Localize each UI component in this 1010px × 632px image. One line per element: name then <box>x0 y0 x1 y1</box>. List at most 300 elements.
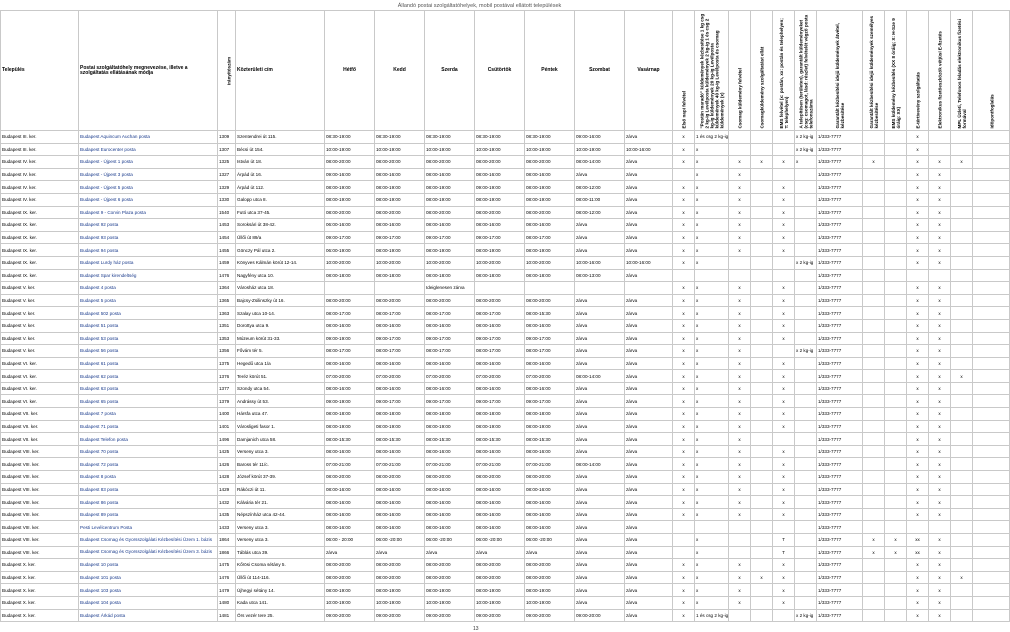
cell-service-6 <box>795 168 817 181</box>
cell-monday: 08:00-20:00 <box>325 471 375 484</box>
cell-sunday: zárva <box>625 168 673 181</box>
cell-service-10: x <box>907 256 929 269</box>
cell-city: Budapest IX. ker. <box>1 269 79 282</box>
cell-wednesday: 08:00-16:00 <box>425 382 475 395</box>
cell-monday: 09:00-16:00 <box>325 168 375 181</box>
cell-service-6 <box>795 420 817 433</box>
cell-service-12 <box>951 319 973 332</box>
cell-thursday: 10:00-19:00 <box>475 143 525 156</box>
cell-service-10: x <box>907 357 929 370</box>
cell-service-4 <box>751 584 773 597</box>
cell-monday: 08:00-15:30 <box>325 433 375 446</box>
cell-service-13 <box>973 546 1010 559</box>
cell-thursday: 08:00-18:00 <box>475 269 525 282</box>
cell-monday: 06:00-16:00 <box>325 219 375 232</box>
cell-monday: 09:00-17:00 <box>325 231 375 244</box>
cell-monday: 10:00-19:00 <box>325 596 375 609</box>
cell-sunday: zárva <box>625 571 673 584</box>
cell-wednesday: 08:00-16:00 <box>425 219 475 232</box>
cell-city: Budapest VIII. ker. <box>1 471 79 484</box>
cell-service-8 <box>863 521 885 534</box>
cell-name: Budapest 103 posta <box>79 584 218 597</box>
cell-service-12 <box>951 282 973 295</box>
cell-saturday: zárva <box>575 483 625 496</box>
cell-service-4 <box>751 345 773 358</box>
cell-service-11: x <box>929 256 951 269</box>
cell-saturday: zárva <box>575 534 625 547</box>
cell-name: Budapest 9 - Corvin Plaza posta <box>79 206 218 219</box>
cell-thursday: 08:00-20:00 <box>475 471 525 484</box>
cell-service-6 <box>795 294 817 307</box>
cell-saturday: zárva <box>575 382 625 395</box>
cell-service-11: x <box>929 382 951 395</box>
cell-service-10: x <box>907 458 929 471</box>
cell-service-11 <box>929 143 951 156</box>
cell-phone: 1/333-7777 <box>817 584 863 597</box>
table-row <box>1 269 1010 282</box>
cell-service-3 <box>729 521 751 534</box>
cell-saturday: zárva <box>575 231 625 244</box>
cell-saturday: 08:00-13:00 <box>575 269 625 282</box>
cell-service-1: x <box>673 244 695 257</box>
cell-wednesday: 08:00-20:00 <box>425 571 475 584</box>
cell-zip: 1475 <box>218 559 236 572</box>
cell-address: István út 18. <box>236 156 325 169</box>
cell-address: Üllői út 114-116. <box>236 571 325 584</box>
cell-phone: 1/333-7777 <box>817 345 863 358</box>
cell-service-8 <box>863 181 885 194</box>
cell-friday: 10:00-19:00 <box>525 143 575 156</box>
cell-service-8 <box>863 282 885 295</box>
cell-thursday: 08:00-16:00 <box>475 219 525 232</box>
cell-friday: 08:00-18:00 <box>525 269 575 282</box>
cell-service-12 <box>951 471 973 484</box>
header-service-6-label: A telepítésen (területen), garantált küldeményeket (csg: csomagot, lásd: részlet) felvételét végző posta telefonszáma <box>798 14 814 128</box>
cell-wednesday: 08:00-17:00 <box>425 307 475 320</box>
cell-service-3: x <box>729 559 751 572</box>
cell-thursday: 08:00-19:00 <box>475 244 525 257</box>
cell-phone: 1/333-7777 <box>817 193 863 206</box>
cell-city: Budapest IX. ker. <box>1 256 79 269</box>
cell-service-1: x <box>673 206 695 219</box>
cell-monday: 08:00-20:00 <box>325 206 375 219</box>
cell-service-10: x <box>907 231 929 244</box>
cell-service-13 <box>973 294 1010 307</box>
cell-saturday: zárva <box>575 357 625 370</box>
cell-friday: 08:00-20:00 <box>525 294 575 307</box>
cell-service-13 <box>973 584 1010 597</box>
cell-service-6 <box>795 357 817 370</box>
cell-service-6 <box>795 508 817 521</box>
post-office-table <box>0 10 1010 622</box>
cell-service-1 <box>673 168 695 181</box>
cell-tuesday: 10:00-19:00 <box>375 596 425 609</box>
cell-service-5: x <box>773 395 795 408</box>
cell-service-1: x <box>673 571 695 584</box>
cell-thursday: 08:00-16:00 <box>475 483 525 496</box>
cell-service-9 <box>885 193 907 206</box>
cell-address: Népszínház utca 42-44. <box>236 508 325 521</box>
cell-service-2: x <box>695 345 729 358</box>
cell-thursday: 08:00-19:00 <box>475 584 525 597</box>
cell-saturday: zárva <box>575 584 625 597</box>
cell-address: Kálvária tér 21. <box>236 496 325 509</box>
cell-service-2: x <box>695 168 729 181</box>
cell-wednesday: 08:00-16:00 <box>425 445 475 458</box>
cell-tuesday: zárva <box>375 546 425 559</box>
cell-wednesday: 08:00-16:00 <box>425 521 475 534</box>
cell-service-11: x <box>929 445 951 458</box>
cell-service-8 <box>863 269 885 282</box>
cell-tuesday: 08:00-19:00 <box>375 181 425 194</box>
cell-phone: 1/333-7777 <box>817 206 863 219</box>
cell-thursday: 10:00-20:00 <box>475 256 525 269</box>
cell-service-4 <box>751 546 773 559</box>
cell-service-4 <box>751 483 773 496</box>
cell-service-10: x <box>907 382 929 395</box>
cell-sunday: zárva <box>625 521 673 534</box>
cell-service-13 <box>973 143 1010 156</box>
cell-service-9 <box>885 156 907 169</box>
cell-service-4 <box>751 596 773 609</box>
table-row <box>1 307 1010 320</box>
cell-service-9 <box>885 307 907 320</box>
cell-service-2: x <box>695 370 729 383</box>
cell-monday: 07:00-21:00 <box>325 458 375 471</box>
cell-service-9 <box>885 269 907 282</box>
cell-friday: 08:00-20:00 <box>525 206 575 219</box>
cell-phone: 1/333-7777 <box>817 559 863 572</box>
cell-service-8 <box>863 483 885 496</box>
cell-friday: 08:00-16:00 <box>525 382 575 395</box>
cell-saturday: 10:00-16:00 <box>575 256 625 269</box>
cell-service-2: x <box>695 584 729 597</box>
cell-service-2: x <box>695 332 729 345</box>
cell-service-10: xx <box>907 546 929 559</box>
cell-service-5 <box>773 256 795 269</box>
table-row <box>1 131 1010 144</box>
cell-address: Verseny utca 3. <box>236 445 325 458</box>
cell-name: Budapest 71 posta <box>79 420 218 433</box>
cell-address: Táblás utca 39. <box>236 546 325 559</box>
table-row <box>1 231 1010 244</box>
cell-service-8 <box>863 319 885 332</box>
cell-service-11: x <box>929 282 951 295</box>
cell-service-8 <box>863 408 885 421</box>
cell-wednesday: 08:00-18:00 <box>425 269 475 282</box>
cell-sunday: zárva <box>625 496 673 509</box>
cell-tuesday: 06:00 -20:00 <box>375 534 425 547</box>
cell-service-10: x <box>907 206 929 219</box>
cell-service-3 <box>729 609 751 622</box>
cell-name: Budapest 92 posta <box>79 219 218 232</box>
cell-thursday: 08:00-20:00 <box>475 156 525 169</box>
cell-service-2: x <box>695 256 729 269</box>
cell-service-3 <box>729 534 751 547</box>
cell-service-9 <box>885 181 907 194</box>
cell-name: Budapest - Újpest 1 posta <box>79 156 218 169</box>
page-number: 13 <box>473 626 479 632</box>
cell-phone: 1/333-7777 <box>817 433 863 446</box>
cell-city: Budapest VIII. ker. <box>1 445 79 458</box>
cell-city: Budapest VI. ker. <box>1 370 79 383</box>
cell-wednesday: 09:00-17:00 <box>425 332 475 345</box>
cell-saturday: 10:00-19:00 <box>575 143 625 156</box>
cell-sunday: zárva <box>625 357 673 370</box>
cell-phone: 1/333-7777 <box>817 508 863 521</box>
cell-thursday: 08:00-20:00 <box>475 571 525 584</box>
cell-address: Szalay utca 10-14. <box>236 307 325 320</box>
cell-city: Budapest X. ker. <box>1 609 79 622</box>
cell-saturday: zárva <box>575 332 625 345</box>
cell-service-11 <box>929 521 951 534</box>
cell-service-5: x <box>773 294 795 307</box>
cell-phone: 1/333-7777 <box>817 408 863 421</box>
cell-saturday: zárva <box>575 508 625 521</box>
cell-service-8 <box>863 420 885 433</box>
table-row <box>1 332 1010 345</box>
cell-service-3: x <box>729 294 751 307</box>
cell-service-2: x <box>695 571 729 584</box>
cell-service-8 <box>863 143 885 156</box>
cell-city: Budapest VI. ker. <box>1 357 79 370</box>
cell-saturday: zárva <box>575 571 625 584</box>
cell-thursday: 08:30-19:00 <box>475 131 525 144</box>
cell-service-5: x <box>773 420 795 433</box>
cell-service-5: x <box>773 332 795 345</box>
cell-service-13 <box>973 420 1010 433</box>
cell-sunday: zárva <box>625 420 673 433</box>
cell-monday: 08:00-17:00 <box>325 307 375 320</box>
cell-name: Budapest 62 posta <box>79 370 218 383</box>
cell-thursday: 09:00-17:00 <box>475 395 525 408</box>
cell-service-1: x <box>673 445 695 458</box>
cell-service-10: x <box>907 332 929 345</box>
cell-monday: 08:30-19:00 <box>325 131 375 144</box>
cell-service-9 <box>885 370 907 383</box>
cell-tuesday: 08:00-19:00 <box>375 244 425 257</box>
cell-wednesday: 08:00-19:00 <box>425 244 475 257</box>
cell-service-8 <box>863 168 885 181</box>
cell-friday: 09:00-17:00 <box>525 395 575 408</box>
cell-tuesday: 08:00-19:00 <box>375 420 425 433</box>
cell-service-12 <box>951 584 973 597</box>
cell-service-8 <box>863 206 885 219</box>
cell-service-1: x <box>673 156 695 169</box>
cell-sunday: zárva <box>625 382 673 395</box>
header-service-12 <box>951 11 973 131</box>
cell-saturday: zárva <box>575 546 625 559</box>
cell-service-6 <box>795 584 817 597</box>
cell-service-12 <box>951 256 973 269</box>
cell-service-1: x <box>673 193 695 206</box>
cell-name: Budapest 70 posta <box>79 445 218 458</box>
cell-service-6 <box>795 445 817 458</box>
cell-monday: 09:00-19:00 <box>325 395 375 408</box>
cell-name: Budapest Lurdy ház posta <box>79 256 218 269</box>
cell-monday: 08:00-16:00 <box>325 382 375 395</box>
cell-service-8 <box>863 584 885 597</box>
cell-service-6 <box>795 231 817 244</box>
cell-service-10: x <box>907 420 929 433</box>
cell-service-6 <box>795 559 817 572</box>
cell-service-4 <box>751 269 773 282</box>
cell-service-5 <box>773 521 795 534</box>
cell-zip: 1353 <box>218 332 236 345</box>
cell-saturday: 08:00-14:00 <box>575 458 625 471</box>
cell-thursday: 06:00 -20:00 <box>475 534 525 547</box>
cell-service-5: x <box>773 282 795 295</box>
table-row <box>1 206 1010 219</box>
cell-service-2: x <box>695 395 729 408</box>
cell-sunday: zárva <box>625 395 673 408</box>
cell-name: Budapest Aquincum Auchan posta <box>79 131 218 144</box>
cell-thursday: 09:00-20:00 <box>475 609 525 622</box>
cell-service-1: x <box>673 231 695 244</box>
table-row <box>1 584 1010 597</box>
cell-zip: 1400 <box>218 408 236 421</box>
cell-monday: 08:00-16:00 <box>325 496 375 509</box>
cell-service-8 <box>863 357 885 370</box>
cell-monday: 08:00-19:00 <box>325 584 375 597</box>
cell-service-10: x <box>907 219 929 232</box>
cell-address: Bécsi út 154. <box>236 143 325 156</box>
cell-service-4 <box>751 445 773 458</box>
cell-service-8 <box>863 131 885 144</box>
cell-service-6 <box>795 458 817 471</box>
cell-service-13 <box>973 483 1010 496</box>
cell-service-4 <box>751 143 773 156</box>
cell-address: Teréz körút 51. <box>236 370 325 383</box>
cell-saturday: zárva <box>575 319 625 332</box>
cell-phone: 1/333-7777 <box>817 231 863 244</box>
cell-service-11: x <box>929 156 951 169</box>
cell-tuesday: 08:00-17:00 <box>375 345 425 358</box>
cell-service-12 <box>951 408 973 421</box>
table-row <box>1 294 1010 307</box>
table-row <box>1 370 1010 383</box>
cell-service-5: x <box>773 445 795 458</box>
cell-city: Budapest VI. ker. <box>1 395 79 408</box>
cell-service-10 <box>907 521 929 534</box>
cell-zip: 1866 <box>218 546 236 559</box>
cell-monday: 09:00-19:00 <box>325 332 375 345</box>
cell-tuesday: 08:00-20:00 <box>375 571 425 584</box>
cell-phone: 1/333-7777 <box>817 395 863 408</box>
cell-service-11: x <box>929 370 951 383</box>
cell-zip: 1309 <box>218 131 236 144</box>
cell-service-6 <box>795 181 817 194</box>
cell-service-6 <box>795 596 817 609</box>
cell-address: Verseny utca 3. <box>236 521 325 534</box>
cell-service-2: x <box>695 471 729 484</box>
cell-service-6 <box>795 471 817 484</box>
cell-sunday: zárva <box>625 370 673 383</box>
cell-service-1: x <box>673 282 695 295</box>
cell-wednesday: 08:00-16:00 <box>425 357 475 370</box>
cell-service-2 <box>695 521 729 534</box>
cell-zip: 1480 <box>218 596 236 609</box>
cell-service-12: x <box>951 370 973 383</box>
cell-zip: 1479 <box>218 584 236 597</box>
cell-sunday: zárva <box>625 219 673 232</box>
cell-phone: 1/333-7777 <box>817 521 863 534</box>
cell-service-13 <box>973 508 1010 521</box>
cell-monday: 08:00-19:00 <box>325 193 375 206</box>
cell-service-2: x <box>695 596 729 609</box>
cell-sunday: zárva <box>625 546 673 559</box>
cell-thursday: 08:00-17:00 <box>475 307 525 320</box>
cell-sunday <box>625 282 673 295</box>
cell-service-2: x <box>695 382 729 395</box>
cell-address: Örs vezér tere 25. <box>236 609 325 622</box>
cell-service-13 <box>973 269 1010 282</box>
cell-service-8 <box>863 219 885 232</box>
cell-service-5: x <box>773 483 795 496</box>
cell-service-11 <box>929 131 951 144</box>
cell-service-4 <box>751 458 773 471</box>
header-iranyitoszam-label: Irányítószám <box>226 56 232 85</box>
cell-saturday <box>575 282 625 295</box>
cell-service-12 <box>951 131 973 144</box>
cell-thursday: 10:00-19:00 <box>475 596 525 609</box>
table-row <box>1 395 1010 408</box>
cell-service-1: x <box>673 256 695 269</box>
cell-zip: 1325 <box>218 156 236 169</box>
cell-wednesday: zárva <box>425 546 475 559</box>
cell-service-5: x <box>773 156 795 169</box>
cell-service-2: x <box>695 458 729 471</box>
cell-name: Budapest - Újpest 3 posta <box>79 168 218 181</box>
cell-friday <box>525 282 575 295</box>
cell-service-5: x <box>773 508 795 521</box>
cell-service-8 <box>863 559 885 572</box>
cell-monday: 06:00 - 20:00 <box>325 534 375 547</box>
cell-saturday: zárva <box>575 445 625 458</box>
cell-city: Budapest VII. ker. <box>1 433 79 446</box>
cell-service-11: x <box>929 609 951 622</box>
cell-thursday: 08:00-16:00 <box>475 496 525 509</box>
cell-address: Újhegyi sétány 14. <box>236 584 325 597</box>
cell-service-3: x <box>729 193 751 206</box>
cell-name: Budapest 61 posta <box>79 357 218 370</box>
cell-zip: 1356 <box>218 345 236 358</box>
cell-phone: 1/333-7777 <box>817 471 863 484</box>
cell-address: Andrássy út 53. <box>236 395 325 408</box>
cell-sunday: zárva <box>625 559 673 572</box>
cell-tuesday: 08:00-16:00 <box>375 508 425 521</box>
cell-wednesday: 09:00-17:00 <box>425 231 475 244</box>
cell-service-8 <box>863 395 885 408</box>
cell-zip: 1476 <box>218 269 236 282</box>
cell-service-4 <box>751 307 773 320</box>
cell-service-13 <box>973 206 1010 219</box>
cell-sunday: zárva <box>625 307 673 320</box>
cell-phone: 1/333-7777 <box>817 571 863 584</box>
cell-wednesday: 06:00 -20:00 <box>425 534 475 547</box>
cell-sunday: zárva <box>625 408 673 421</box>
cell-name: Budapest 502 posta <box>79 307 218 320</box>
cell-service-11: x <box>929 458 951 471</box>
cell-service-10: x <box>907 319 929 332</box>
cell-service-10: x <box>907 244 929 257</box>
header-service-13-label: Időpontfoglalás <box>989 93 994 128</box>
cell-zip: 1376 <box>218 370 236 383</box>
cell-service-12 <box>951 219 973 232</box>
cell-zip: 1455 <box>218 244 236 257</box>
cell-service-4 <box>751 181 773 194</box>
cell-name: Budapest 53 posta <box>79 332 218 345</box>
